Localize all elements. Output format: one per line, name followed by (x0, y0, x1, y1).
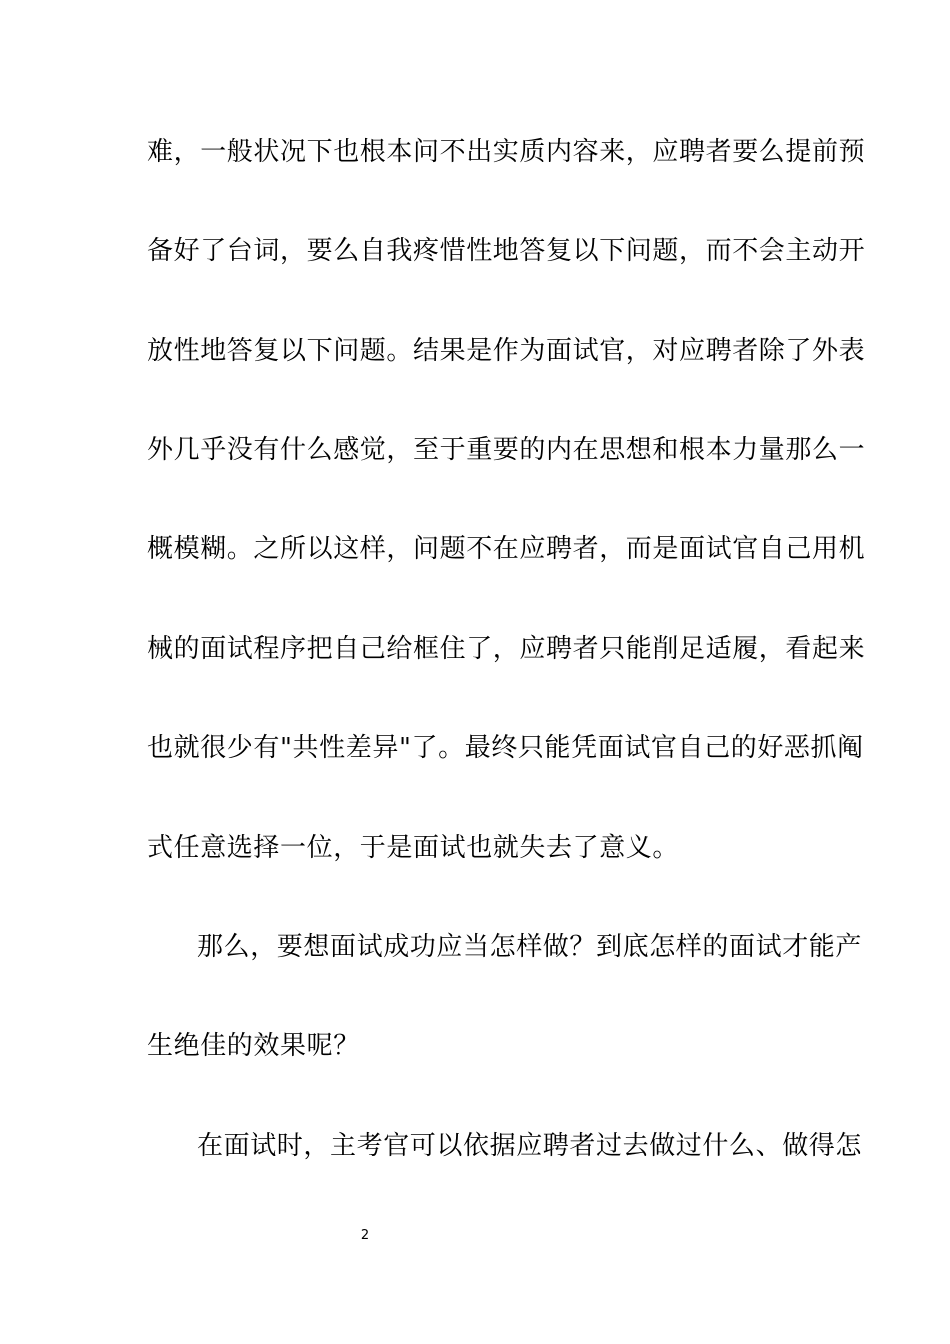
paragraph-first-line: 那么，要想面试成功应当怎样做？到底怎样的面试才能产 (197, 932, 863, 962)
text-line: 难，一般状况下也根本问不出实质内容来，应聘者要么提前预 (147, 137, 866, 167)
text-line: 放性地答复以下问题。结果是作为面试官，对应聘者除了外表 (147, 336, 866, 366)
text-line: 备好了台词，要么自我疼惜性地答复以下问题，而不会主动开 (147, 236, 866, 266)
text-line: 械的面试程序把自己给框住了，应聘者只能削足适履，看起来 (147, 634, 866, 664)
paragraph-first-line: 在面试时，主考官可以依据应聘者过去做过什么、做得怎 (197, 1131, 863, 1161)
text-line: 式任意选择一位，于是面试也就失去了意义。 (147, 833, 680, 863)
text-line: 生绝佳的效果呢？ (147, 1031, 360, 1061)
text-line: 也就很少有"共性差异"了。最终只能凭面试官自己的好恶抓阄 (147, 733, 864, 763)
text-line: 概模糊。之所以这样，问题不在应聘者，而是面试官自己用机 (147, 534, 866, 564)
page-number: 2 (360, 1228, 370, 1243)
text-line: 外几乎没有什么感觉，至于重要的内在思想和根本力量那么一 (147, 435, 866, 465)
